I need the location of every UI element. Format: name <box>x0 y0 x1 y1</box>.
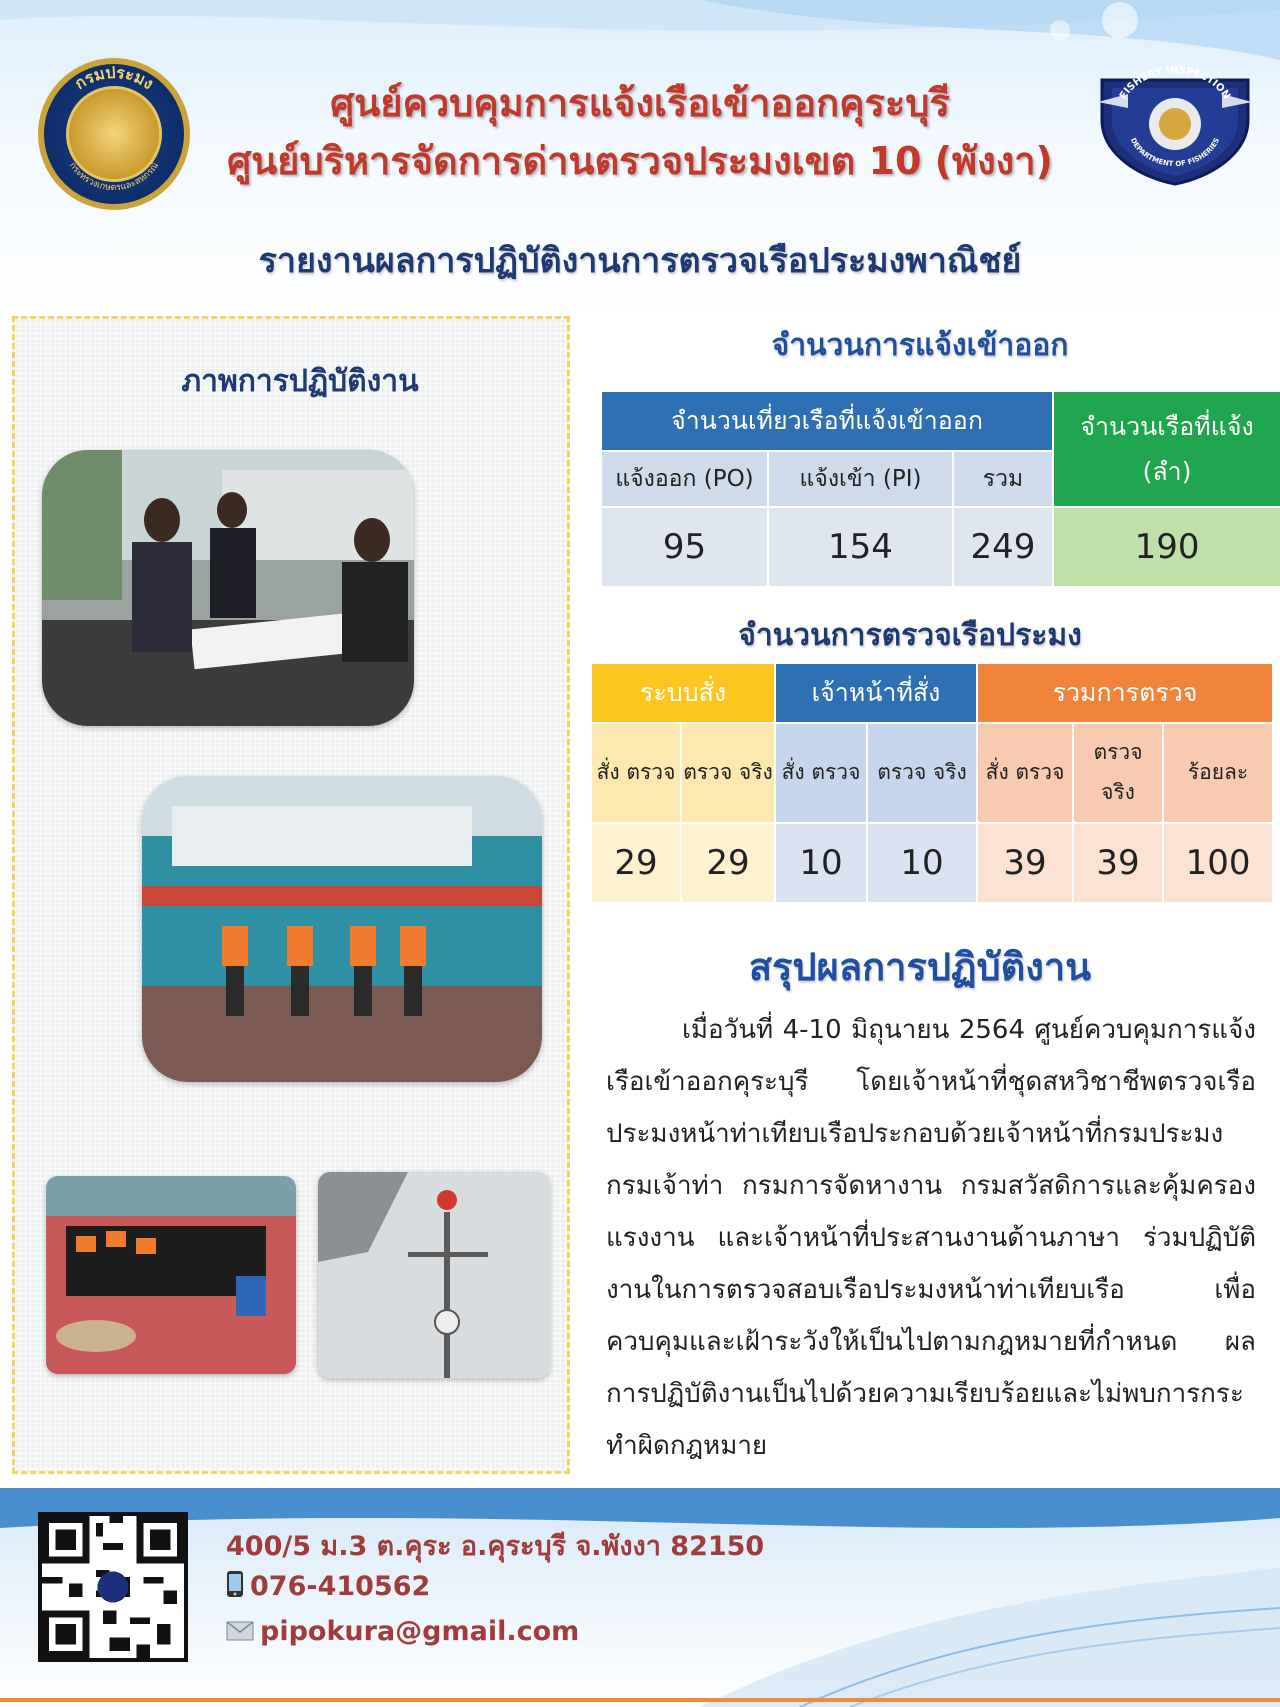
value-pi: 154 <box>768 507 953 587</box>
footer-divider <box>0 1698 1280 1702</box>
badge-bottom-text: DEPARTMENT OF FISHERIES <box>1128 136 1222 169</box>
report-title: รายงานผลการปฏิบัติงานการตรวจเรือประมงพาณิชย์ <box>258 241 1022 281</box>
seal-top-text: กรมประมง <box>71 62 158 94</box>
header-title-primary: ศูนย์ควบคุมการแจ้งเรือเข้าออกคุระบุรี <box>330 81 950 125</box>
header-trips: จำนวนเที่ยวเรือที่แจ้งเข้าออก <box>601 391 1053 451</box>
col-total-actual: ตรวจ จริง <box>1073 723 1163 823</box>
col-system-ordered: สั่ง ตรวจ <box>591 723 681 823</box>
envelope-icon <box>226 1617 254 1648</box>
col-officer-actual: ตรวจ จริง <box>867 723 977 823</box>
department-of-fisheries-seal-icon <box>38 58 190 210</box>
svg-text:กระทรวงเกษตรและสหกรณ์ <box>67 160 161 193</box>
value-officer-ordered: 10 <box>775 823 867 903</box>
header-title-secondary: ศูนย์บริหารจัดการด่านตรวจประมงเขต 10 (พังงา) <box>227 139 1053 183</box>
value-total: 249 <box>953 507 1053 587</box>
footer-phone: 076-410562 <box>250 1571 431 1602</box>
col-pi: แจ้งเข้า (PI) <box>768 451 953 507</box>
value-system-ordered: 29 <box>591 823 681 903</box>
inspection-table <box>590 662 1274 904</box>
footer-address: 400/5 ม.3 ต.คุระ อ.คุระบุรี จ.พังงา 82150 <box>226 1531 765 1562</box>
fishery-inspection-badge-icon <box>1098 60 1252 186</box>
summary-title: สรุปผลการปฏิบัติงาน <box>748 945 1092 989</box>
mobile-phone-icon <box>226 1570 244 1605</box>
group-system: ระบบสั่ง <box>591 663 775 723</box>
header-boats: จำนวนเรือที่แจ้ง (ลำ) <box>1053 391 1280 507</box>
footer-phone-row[interactable] <box>226 1570 430 1605</box>
qr-code-icon[interactable] <box>38 1512 188 1662</box>
badge-top-text: FISHERY INSPECTION <box>1117 64 1233 102</box>
value-officer-actual: 10 <box>867 823 977 903</box>
footer-email: pipokura@gmail.com <box>260 1616 580 1647</box>
col-percent: ร้อยละ <box>1163 723 1273 823</box>
value-system-actual: 29 <box>681 823 775 903</box>
value-boats: 190 <box>1053 507 1280 587</box>
footer <box>0 1488 1280 1707</box>
col-system-actual: ตรวจ จริง <box>681 723 775 823</box>
photo-boat-mast <box>318 1172 550 1378</box>
col-total: รวม <box>953 451 1053 507</box>
seal-bottom-text: กระทรวงเกษตรและสหกรณ์ <box>66 160 162 194</box>
value-percent: 100 <box>1163 823 1273 903</box>
value-total-actual: 39 <box>1073 823 1163 903</box>
notice-section-title: จำนวนการแจ้งเข้าออก <box>771 328 1069 363</box>
group-total: รวมการตรวจ <box>977 663 1273 723</box>
photo-boat-deck <box>46 1176 296 1374</box>
notice-table <box>600 390 1280 588</box>
photo-crew-life-jackets <box>142 776 542 1082</box>
svg-text:กรมประมง <box>71 63 157 93</box>
value-po: 95 <box>601 507 768 587</box>
group-officer: เจ้าหน้าที่สั่ง <box>775 663 977 723</box>
summary-body: เมื่อวันที่ 4-10 มิถุนายน 2564 ศูนย์ควบคุมการแจ้งเรือเข้าออกคุระบุรี โดยเจ้าหน้าที่ชุดสหวิชาชีพตรวจเรือประมงหน้าท่าเทียบเรือประกอบด้วยเจ้าหน้าที่กรมประมง กรมเจ้าท่า กรมการจัดหางาน กรมสวัสดิการและคุ้มครองแรงงาน และเจ้าหน้าที่ประสานงานด้านภาษา ร่วมปฏิบัติงานในการตรวจสอบเรือประมงหน้าท่าเทียบเรือ เพื่อควบคุมและเฝ้าระวังให้เป็นไปตามกฎหมายที่กำหนด ผลการปฏิบัติงานเป็นไปด้วยความเรียบร้อยและไม่พบการกระทำผิดกฎหมาย <box>606 1015 1256 1461</box>
value-total-ordered: 39 <box>977 823 1073 903</box>
col-po: แจ้งออก (PO) <box>601 451 768 507</box>
col-total-ordered: สั่ง ตรวจ <box>977 723 1073 823</box>
inspection-section-title: จำนวนการตรวจเรือประมง <box>738 618 1082 653</box>
photo-panel-title: ภาพการปฏิบัติงาน <box>181 364 419 399</box>
footer-wave-decoration <box>0 1488 1280 1707</box>
photo-inspection-desk <box>42 450 414 726</box>
footer-email-row[interactable] <box>226 1616 579 1648</box>
col-officer-ordered: สั่ง ตรวจ <box>775 723 867 823</box>
